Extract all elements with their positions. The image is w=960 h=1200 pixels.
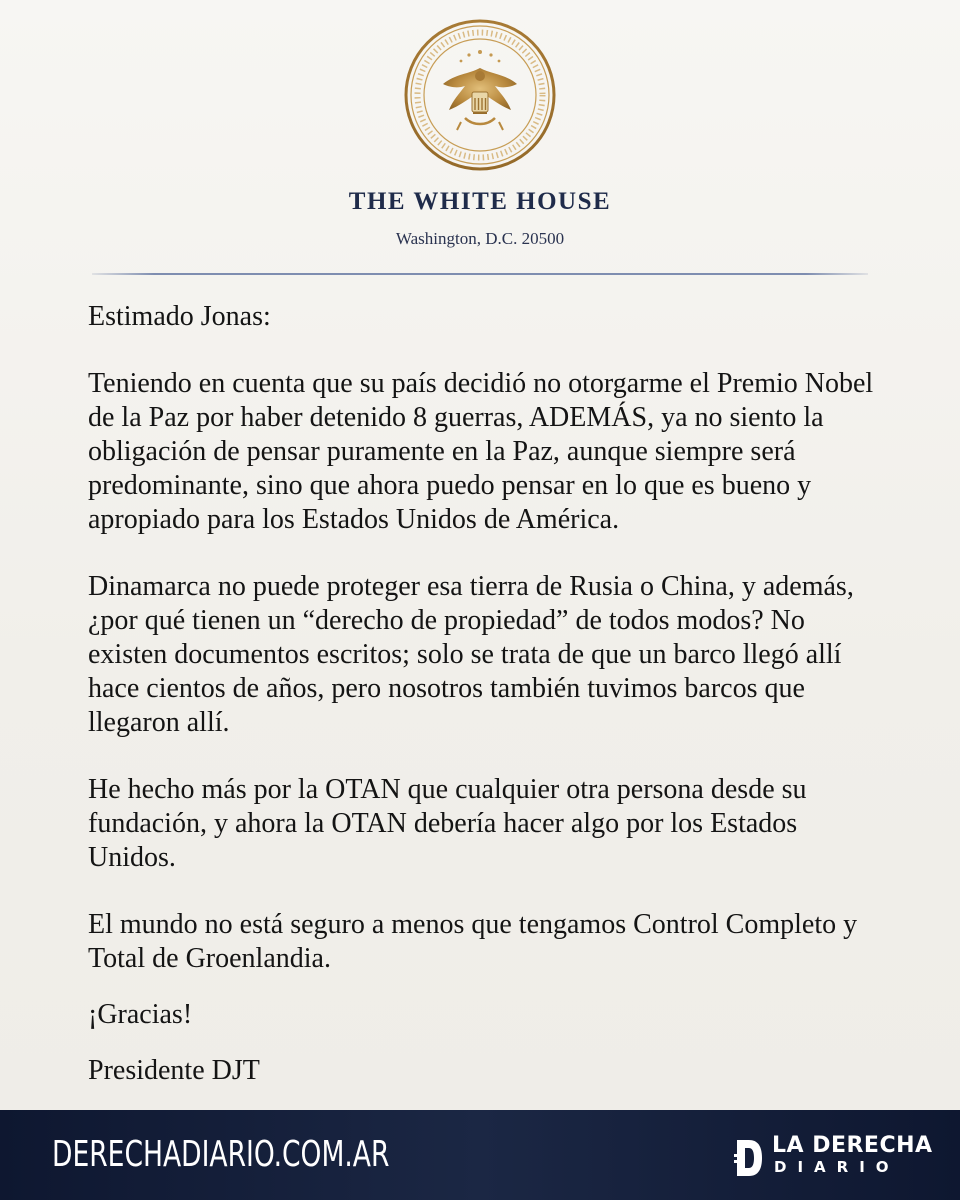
brand-name: LA DERECHA [772, 1133, 933, 1158]
letterhead-title: THE WHITE HOUSE [348, 188, 612, 215]
footer-url: DERECHADIARIO.COM.AR [52, 1134, 390, 1175]
la-derecha-d-logo-icon [734, 1136, 764, 1180]
letterhead-address: Washington, D.C. 20500 [395, 229, 565, 248]
letter-closing: ¡Gracias! [88, 999, 193, 1030]
letter-signature: Presidente DJT [88, 1055, 260, 1086]
footer-bar [0, 1110, 960, 1200]
letter-paragraph: Dinamarca no puede proteger esa tierra de Rusia o China, y además, ¿por qué tienen un “derecho de propiedad” de todos modos? No existen documentos escritos; solo se trata de que un barco llegó allí hace cientos de años, pero nosotros también tuvimos barcos que llegaron allí. [88, 571, 854, 738]
brand-subtitle: DIARIO [774, 1158, 900, 1176]
presidential-seal-icon [403, 18, 557, 172]
letter-paragraph: Teniendo en cuenta que su país decidió no otorgarme el Premio Nobel de la Paz por haber detenido 8 guerras, ADEMÁS, ya no siento la obligación de pensar puramente en la Paz, aunque siempre será predominante, sino que ahora puedo pensar en lo que es bueno y apropiado para los Estados Unidos de América. [88, 368, 874, 535]
letter-paragraph: El mundo no está seguro a menos que tengamos Control Completo y Total de Groenlandia. [88, 909, 858, 974]
letter-paragraph: He hecho más por la OTAN que cualquier otra persona desde su fundación, y ahora la OTAN debería hacer algo por los Estados Unidos. [88, 774, 807, 873]
letter-body [88, 300, 888, 1121]
letter-greeting: Estimado Jonas: [88, 301, 271, 332]
brand-logo [734, 1133, 933, 1180]
letterhead-divider [92, 273, 868, 275]
